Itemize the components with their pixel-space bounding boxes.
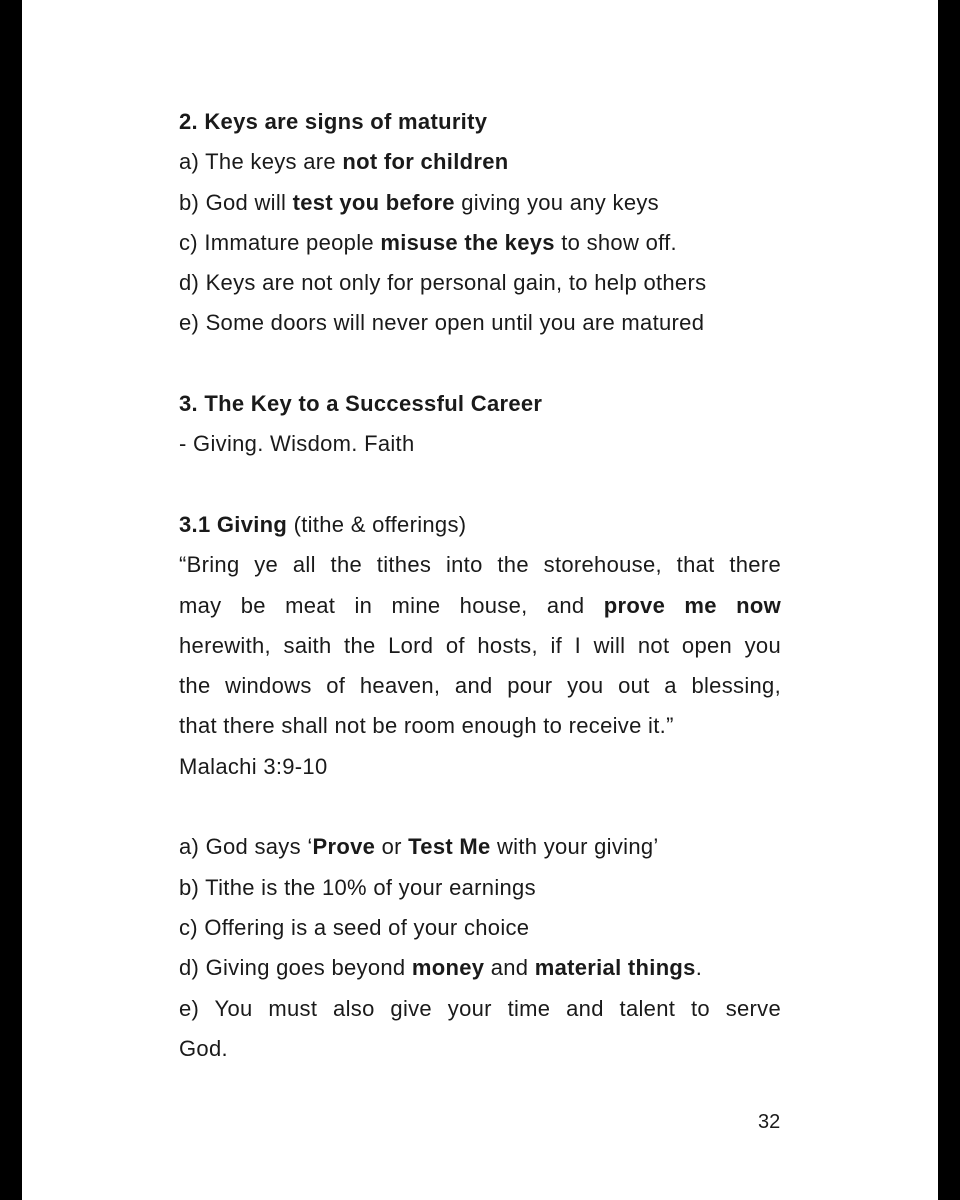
section-2-heading: 2. Keys are signs of maturity	[179, 109, 488, 134]
list-item: God.	[179, 1035, 228, 1061]
quote-line: that there shall not be room enough to receive it.”	[179, 713, 674, 739]
section-3-subtitle: - Giving. Wisdom. Faith	[179, 431, 415, 457]
list-item: c) Immature people misuse the keys to show off.	[179, 229, 677, 255]
list-item: a) God says ‘Prove or Test Me with your giving’	[179, 834, 659, 860]
list-item: e) You must also give your time and talent to serve	[179, 995, 781, 1021]
quote-line: herewith, saith the Lord of hosts, if I will not open you	[179, 632, 781, 658]
page-number: 32	[758, 1111, 781, 1133]
quote-line: may be meat in mine house, and prove me now	[179, 592, 781, 618]
quote-line: “Bring ye all the tithes into the storehouse, that there	[179, 552, 781, 578]
list-item: d) Giving goes beyond money and material things.	[179, 955, 703, 981]
list-item: e) Some doors will never open until you are matured	[179, 310, 705, 336]
spacer	[179, 465, 781, 505]
page-content	[179, 102, 781, 1069]
quote-line: the windows of heaven, and pour you out a blessing,	[179, 673, 781, 699]
scripture-reference: Malachi 3:9-10	[179, 753, 328, 779]
section-3-heading: 3. The Key to a Successful Career	[179, 391, 543, 417]
list-item: a) The keys are not for children	[179, 149, 509, 175]
section-3-1-heading: 3.1 Giving (tithe & offerings)	[179, 511, 467, 537]
list-item: b) Tithe is the 10% of your earnings	[179, 874, 536, 900]
spacer	[179, 787, 781, 827]
list-item: c) Offering is a seed of your choice	[179, 914, 530, 940]
list-item: d) Keys are not only for personal gain, to help others	[179, 270, 707, 296]
book-page	[22, 0, 938, 1200]
list-item: b) God will test you before giving you any keys	[179, 189, 659, 215]
spacer	[179, 344, 781, 384]
scripture-quote	[179, 545, 781, 787]
